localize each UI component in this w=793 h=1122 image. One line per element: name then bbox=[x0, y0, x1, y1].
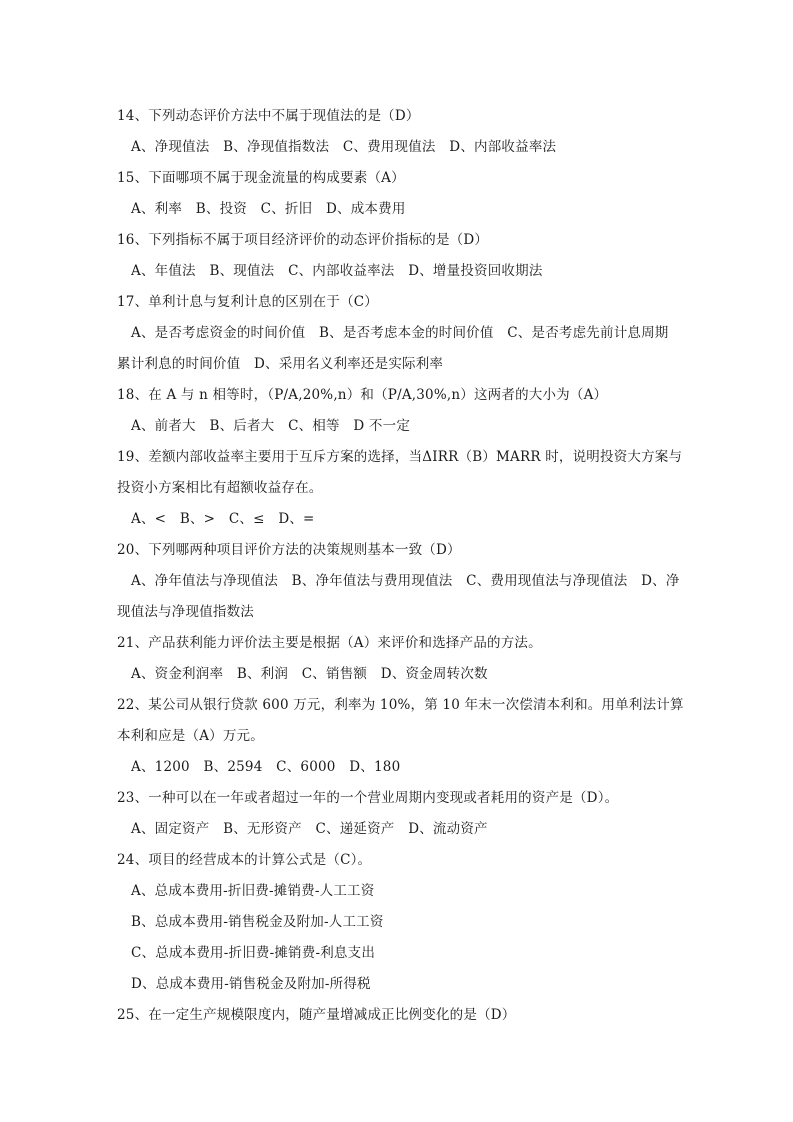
question-stem: 24、项目的经营成本的计算公式是（C）。 bbox=[117, 852, 372, 868]
question-options: A、固定资产 B、无形资产 C、递延资产 D、流动资产 bbox=[131, 821, 488, 837]
question-options: A、净现值法 B、净现值指数法 C、费用现值法 D、内部收益率法 bbox=[131, 139, 557, 155]
question-options: A、前者大 B、后者大 C、相等 D 不一定 bbox=[131, 418, 411, 434]
question-options: A、总成本费用-折旧费-摊销费-人工工资 bbox=[131, 883, 375, 899]
question-item bbox=[117, 628, 682, 690]
question-item bbox=[117, 225, 682, 287]
question-options: A、资金利润率 B、利润 C、销售额 D、资金周转次数 bbox=[131, 666, 488, 682]
question-stem: 22、某公司从银行贷款 600 万元，利率为 10%，第 10 年末一次偿清本利和。用单利法计算 bbox=[117, 697, 684, 713]
question-stem: 本利和应是（A）万元。 bbox=[117, 728, 264, 744]
question-stem: 21、产品获利能力评价法主要是根据（A）来评价和选择产品的方法。 bbox=[117, 635, 542, 651]
question-options: A、是否考虑资金的时间价值 B、是否考虑本金的时间价值 C、是否考虑先前计息周期 bbox=[131, 325, 669, 341]
question-options: A、净年值法与净现值法 B、净年值法与费用现值法 C、费用现值法与净现值法 D、净 bbox=[131, 573, 680, 589]
question-item bbox=[117, 845, 682, 1000]
question-item bbox=[117, 163, 682, 225]
question-options: C、总成本费用-折旧费-摊销费-利息支出 bbox=[131, 945, 376, 961]
question-item bbox=[117, 442, 682, 535]
question-options: A、1200 B、2594 C、6000 D、180 bbox=[131, 759, 401, 775]
question-stem: 18、在 A 与 n 相等时，（P/A,20%,n）和（P/A,30%,n）这两者的大小为（A） bbox=[117, 387, 608, 403]
question-options: B、总成本费用-销售税金及附加-人工工资 bbox=[131, 914, 384, 930]
question-item bbox=[117, 783, 682, 845]
question-item bbox=[117, 535, 682, 628]
question-stem: 19、差额内部收益率主要用于互斥方案的选择，当ΔIRR（B）MARR 时，说明投资大方案与 bbox=[117, 449, 683, 465]
question-item bbox=[117, 287, 682, 380]
question-stem: 15、下面哪项不属于现金流量的构成要素（A） bbox=[117, 170, 405, 186]
question-list bbox=[117, 101, 682, 1031]
question-options: A、利率 B、投资 C、折旧 D、成本费用 bbox=[131, 201, 406, 217]
question-stem: 14、下列动态评价方法中不属于现值法的是（D） bbox=[117, 108, 420, 124]
question-item bbox=[117, 1000, 682, 1031]
question-stem: 23、一种可以在一年或者超过一年的一个营业周期内变现或者耗用的资产是（D）。 bbox=[117, 790, 619, 806]
question-options: D、总成本费用-销售税金及附加-所得税 bbox=[131, 976, 371, 992]
question-stem: 17、单利计息与复利计息的区别在于（C） bbox=[117, 294, 379, 310]
question-item bbox=[117, 690, 682, 783]
question-options: 现值法与净现值指数法 bbox=[117, 604, 254, 620]
question-options: A、年值法 B、现值法 C、内部收益率法 D、增量投资回收期法 bbox=[131, 263, 543, 279]
question-item bbox=[117, 101, 682, 163]
question-item bbox=[117, 380, 682, 442]
question-options: 累计利息的时间价值 D、采用名义利率还是实际利率 bbox=[117, 356, 444, 372]
question-stem: 16、下列指标不属于项目经济评价的动态评价指标的是（D） bbox=[117, 232, 489, 248]
question-stem: 投资小方案相比有超额收益存在。 bbox=[117, 480, 323, 496]
question-options: A、< B、> C、≤ D、= bbox=[131, 511, 315, 527]
question-stem: 20、下列哪两种项目评价方法的决策规则基本一致（D） bbox=[117, 542, 461, 558]
question-stem: 25、在一定生产规模限度内，随产量增减成正比例变化的是（D） bbox=[117, 1007, 516, 1023]
